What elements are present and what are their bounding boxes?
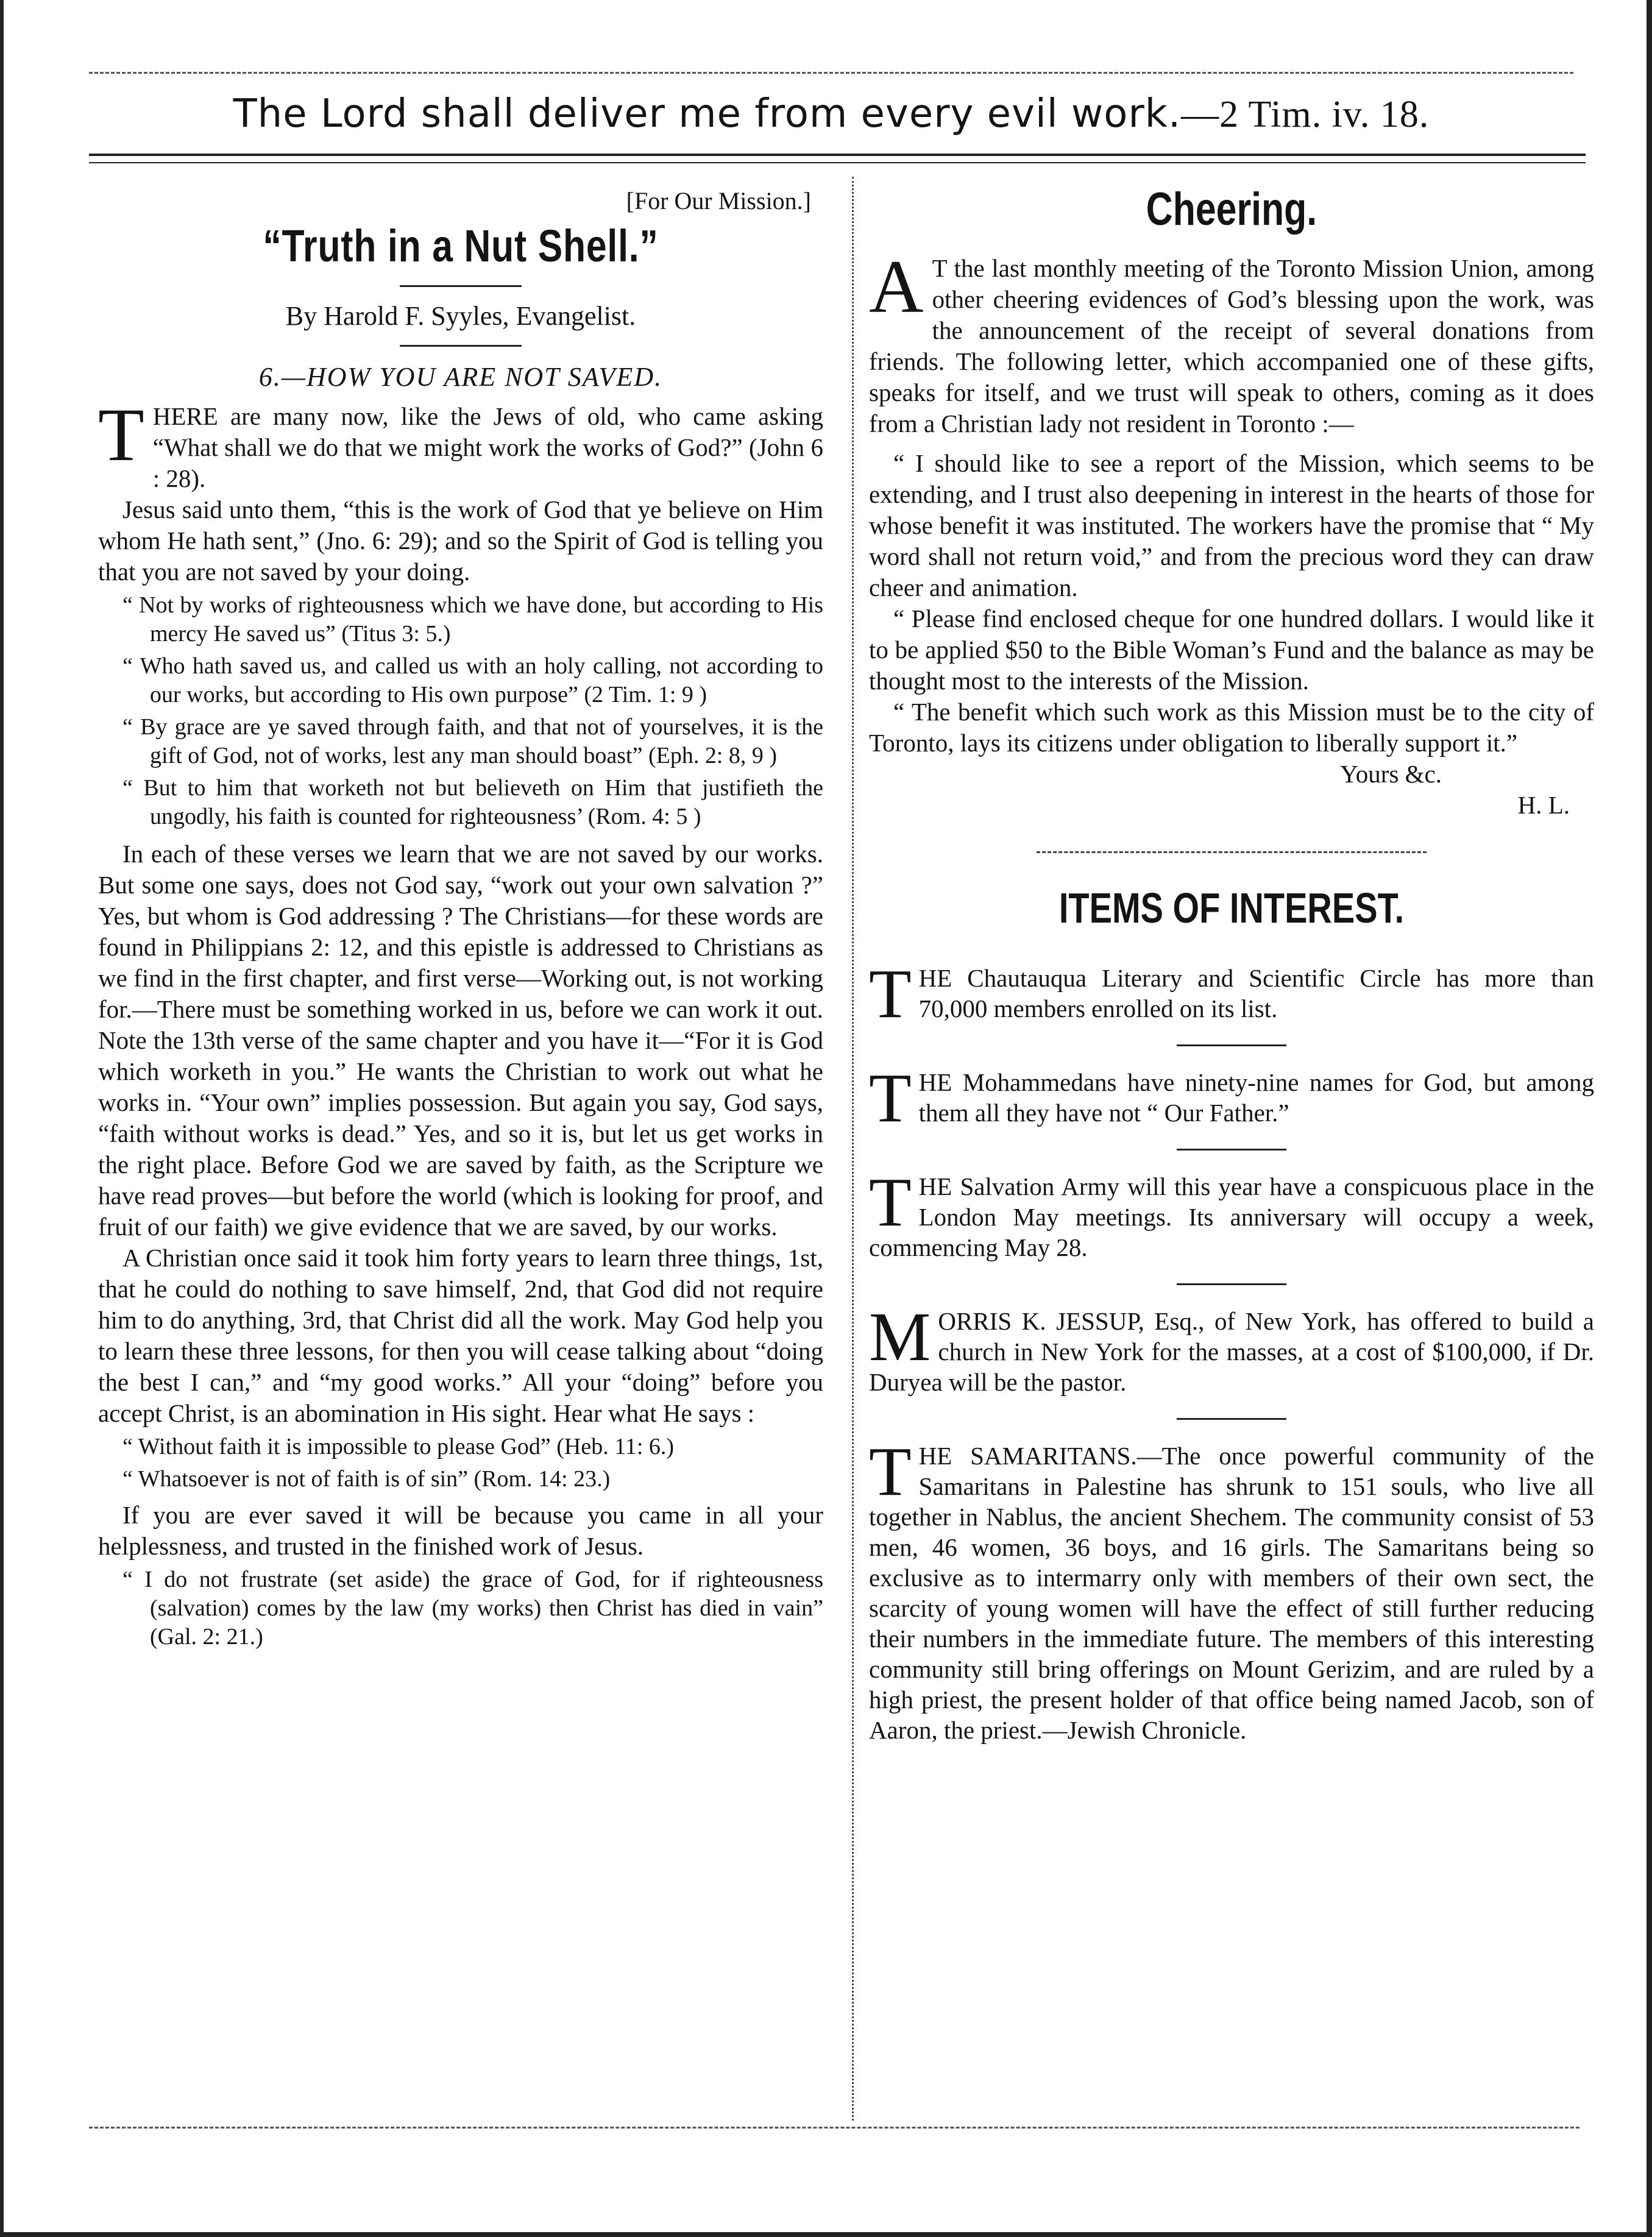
scripture-quote: “ I do not frustrate (set aside) the grace of God, for if righteousness (salvation) comes by the law (my works) then Christ has died in vain” (Gal. 2: 21.)	[122, 1567, 823, 1650]
byline: By Harold F. Syyles, Evangelist.	[285, 301, 636, 331]
news-item	[869, 1163, 1594, 1263]
right-column	[869, 177, 1594, 1745]
drop-cap: M	[869, 1298, 931, 1375]
left-column	[98, 177, 823, 1651]
news-item	[869, 1059, 1594, 1136]
paragraph: A Christian once said it took him forty years to learn three things, 1st, that he could do nothing to save himself, 2nd, that God did not require him to do anything, 3rd, that Christ did all the work. May God help you to learn these three lessons, for then you will cease talking about “doing the best I can,” and “my good works.” All your “doing” before you accept Christ, is an abomination in His sight. Hear what He says :	[98, 1244, 823, 1427]
byline-rule	[400, 345, 522, 347]
letter-initials: H. L.	[1517, 791, 1570, 819]
cheering-title: Cheering.	[1146, 183, 1317, 235]
scripture-quote: “ Whatsoever is not of faith is of sin” (Rom. 14: 23.)	[122, 1466, 611, 1492]
intro-paragraph	[98, 393, 823, 494]
item-rule	[1177, 1044, 1286, 1046]
news-item-text: HE Chautauqua Literary and Scientific Circle has more than 70,000 members enrolled on its list.	[918, 964, 1594, 1023]
cheering-intro	[869, 245, 1594, 439]
item-rule	[1177, 1149, 1286, 1150]
scripture-quote: “ Who hath saved us, and called us with an holy calling, not according to our works, but according to His own purpose” (2 Tim. 1: 9 )	[122, 653, 823, 707]
letter-closing: Yours &c.	[1340, 760, 1442, 788]
news-item	[869, 1433, 1594, 1745]
page-header	[95, 91, 1567, 152]
title-rule	[400, 285, 522, 287]
letter-paragraph: “ Please find enclosed cheque for one hundred dollars. I would like it to be applied $50 to the Bible Woman’s Fund and the balance as may be thought most to the interests of the Mission.	[869, 604, 1594, 695]
scripture-quote: “ By grace are ye saved through faith, and that not of yourselves, it is the gift of God, not of works, lest any man should boast” (Eph. 2: 8, 9 )	[122, 714, 823, 768]
scripture-quote: “ Not by works of righteousness which we have done, but according to His mercy He saved us” (Titus 3: 5.)	[122, 592, 823, 647]
news-item-text: HE SAMARITANS.—The once powerful community of the Samaritans in Palestine has shrunk to 151 souls, who live all together in Nablus, the ancient Shechem. The community consist of 53 men, 46 women, 36 boys, and 16 girls. The Samaritans being so exclusive as to intermarry only with members of their own sect, the scarcity of young women will have the effect of still further reducing their numbers in the immediate future. The members of this interesting community still bring offerings on Mount Gerizim, and are ruled by a high priest, the present holder of that office being named Jacob, son of Aaron, the priest.—Jewish Chronicle.	[869, 1442, 1594, 1744]
scripture-quote: “ Without faith it is impossible to please God” (Heb. 11: 6.)	[122, 1434, 675, 1459]
paragraph: If you are ever saved it will be because you came in all your helplessness, and trusted in the finished work of Jesus.	[98, 1501, 823, 1560]
section-heading: 6.—HOW YOU ARE NOT SAVED.	[258, 362, 663, 392]
article-title: “Truth in a Nut Shell.”	[263, 221, 659, 271]
header-reference: —2 Tim. iv. 18.	[1181, 94, 1430, 135]
news-item	[869, 955, 1594, 1032]
cheering-intro-text: T the last monthly meeting of the Toronto Mission Union, among other cheering evidences of God’s blessing upon the work, was the announcement of the receipt of several donations from friends. The following letter, which accompanied one of these gifts, speaks for itself, and we trust will speak to others, coming as it does from a Christian lady not resident in Toronto :—	[869, 254, 1594, 438]
news-item	[869, 1298, 1594, 1397]
news-item-text: HE Mohammedans have ninety-nine names for God, but among them all they have not “ Our Father.”	[918, 1068, 1594, 1127]
header-rule-thin	[89, 162, 1586, 163]
paragraph: In each of these verses we learn that we are not saved by our works. But some one says, does not God say, “work out your own salvation ?” Yes, but whom is God addressing ? The Christians—for these words are found in Philippians 2: 12, and this epistle is addressed to Christians as we find in the first chapter, and first verse—Working out, is not working for.—There must be something worked in us, before we can work it out. Note the 13th verse of the same chapter and you have it—“For it is God which worketh in you.” He wants the Christian to work out what he works in. “Your own” implies possession. But again you say, God says, “faith without works is dead.” Yes, and so it is, but let us get works in the right place. Before God we are saved by faith, as the Scripture we have read proves—but before the world (which is looking for proof, and fruit of our faith) we give evidence that we are saved, by our works.	[98, 840, 823, 1241]
paragraph: Jesus said unto them, “this is the work of God that ye believe on Him whom He hath sent,” (Jno. 6: 29); and so the Spirit of God is telling you that you are not saved by your doing.	[98, 495, 823, 586]
drop-cap: T	[98, 393, 144, 477]
item-rule	[1177, 1283, 1286, 1285]
drop-cap: T	[869, 955, 912, 1032]
letter-paragraph: “ The benefit which such work as this Mission must be to the city of Toronto, lays its citizens under obligation to liberally support it.”	[869, 698, 1594, 757]
header-rule	[89, 154, 1586, 156]
drop-cap: T	[869, 1433, 912, 1510]
header-verse: The Lord shall deliver me from every evil work.	[233, 91, 1182, 136]
section-divider	[1037, 851, 1427, 853]
bottom-rule	[89, 2127, 1579, 2129]
top-rule	[89, 72, 1573, 74]
for-our-mission-label: [For Our Mission.]	[626, 187, 811, 214]
letter-paragraph: “ I should like to see a report of the Mission, which seems to be extending, and I trust also deepening in interest in the hearts of those for whose benefit it was instituted. The workers have the promise that “ My word shall not return void,” and from the precious word they can draw cheer and animation.	[869, 449, 1594, 601]
drop-cap: T	[869, 1059, 912, 1136]
scripture-quote: “ But to him that worketh not but believeth on Him that justifieth the ungodly, his faith is counted for righteousness’ (Rom. 4: 5 )	[122, 775, 823, 829]
drop-cap: A	[869, 245, 924, 328]
items-title: ITEMS OF INTEREST.	[1058, 884, 1405, 932]
drop-cap: T	[869, 1163, 912, 1241]
news-item-text: HE Salvation Army will this year have a conspicuous place in the London May meetings. Its anniversary will occupy a week, commencing May 28.	[869, 1172, 1594, 1261]
column-divider	[852, 177, 854, 2121]
intro-text: HERE are many now, like the Jews of old, who came asking “What shall we do that we might work the works of God?” (John 6 : 28).	[152, 402, 823, 492]
item-rule	[1177, 1418, 1286, 1420]
news-item-text: ORRIS K. JESSUP, Esq., of New York, has offered to build a church in New York for the masses, at a cost of $100,000, if Dr. Duryea will be the pastor.	[869, 1307, 1594, 1396]
